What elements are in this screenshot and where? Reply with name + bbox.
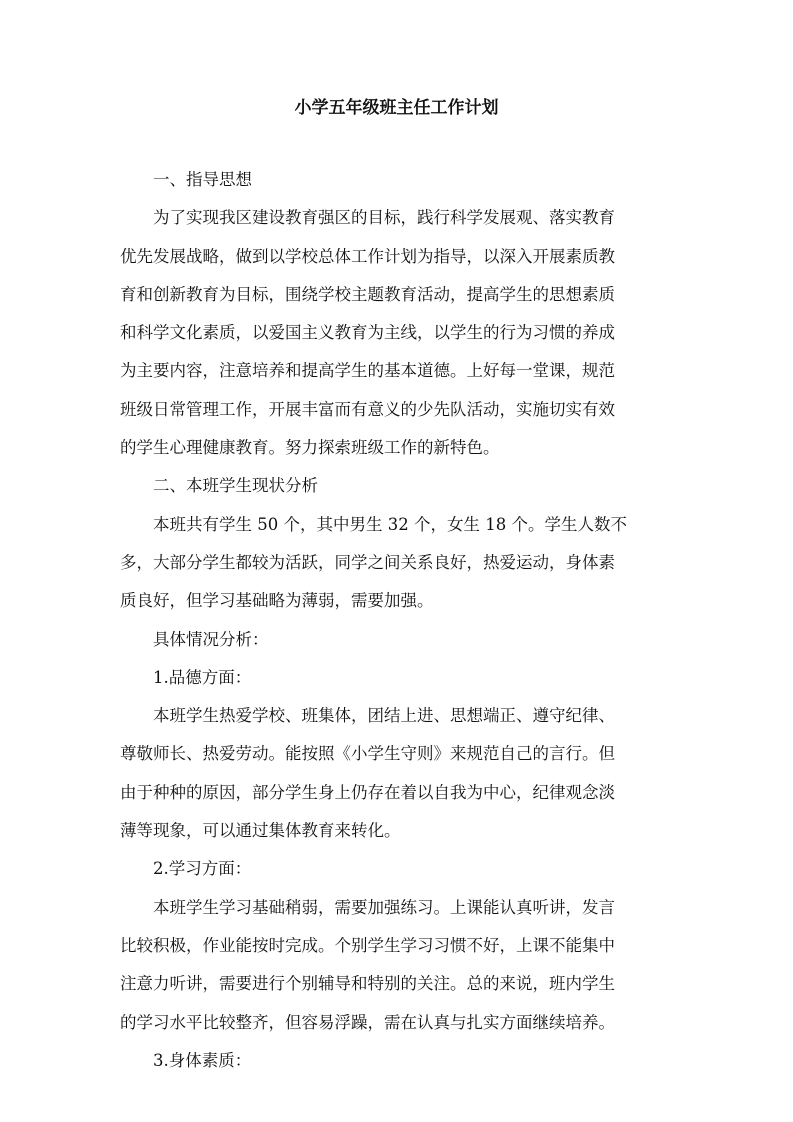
heading-class-status-analysis: 二、本班学生现状分析	[153, 476, 318, 496]
subheading-study: 2.学习方面：	[153, 859, 252, 879]
document-body	[120, 161, 680, 1080]
subheading-moral: 1.品德方面：	[153, 667, 252, 687]
paragraph-line: 注意力听讲，需要进行个别辅导和特别的关注。总的来说，班内学生	[120, 974, 615, 994]
paragraph-line: 由于种种的原因，部分学生身上仍存在着以自我为中心，纪律观念淡	[120, 782, 615, 802]
paragraph-line: 本班学生热爱学校、班集体，团结上进、思想端正、遵守纪律、	[153, 706, 615, 726]
paragraph-line: 质良好，但学习基础略为薄弱，需要加强。	[120, 591, 434, 611]
paragraph-line: 优先发展战略，做到以学校总体工作计划为指导，以深入开展素质教	[120, 246, 615, 266]
paragraph-line: 为了实现我区建设教育强区的目标，践行科学发展观、落实教育	[153, 208, 615, 228]
paragraph-line: 育和创新教育为目标，围绕学校主题教育活动，提高学生的思想素质	[120, 284, 615, 304]
paragraph-line: 本班学生学习基础稍弱，需要加强练习。上课能认真听讲，发言	[153, 897, 615, 917]
document-title: 小学五年级班主任工作计划	[294, 98, 499, 118]
paragraph-line: 薄等现象，可以通过集体教育来转化。	[120, 821, 401, 841]
paragraph-line: 尊敬师长、热爱劳动。能按照《小学生守则》来规范自己的言行。但	[120, 744, 615, 764]
paragraph-line: 多，大部分学生都较为活跃，同学之间关系良好，热爱运动，身体素	[120, 552, 615, 572]
paragraph-line: 比较积极，作业能按时完成。个别学生学习习惯不好，上课不能集中	[120, 935, 615, 955]
paragraph-line: 的学生心理健康教育。努力探索班级工作的新特色。	[120, 438, 500, 458]
paragraph-line: 为主要内容，注意培养和提高学生的基本道德。上好每一堂课，规范	[120, 361, 615, 381]
paragraph-line: 和科学文化素质，以爱国主义教育为主线，以学生的行为习惯的养成	[120, 323, 615, 343]
heading-guiding-ideology: 一、指导思想	[153, 170, 252, 189]
subheading-physical: 3.身体素质：	[153, 1050, 252, 1070]
heading-detailed-analysis: 具体情况分析：	[153, 629, 269, 649]
paragraph-line: 本班共有学生 50 个，其中男生 32 个，女生 18 个。学生人数不	[153, 514, 627, 534]
paragraph-line: 班级日常管理工作，开展丰富而有意义的少先队活动，实施切实有效	[120, 399, 615, 419]
paragraph-line: 的学习水平比较整齐，但容易浮躁，需在认真与扎实方面继续培养。	[120, 1012, 615, 1032]
